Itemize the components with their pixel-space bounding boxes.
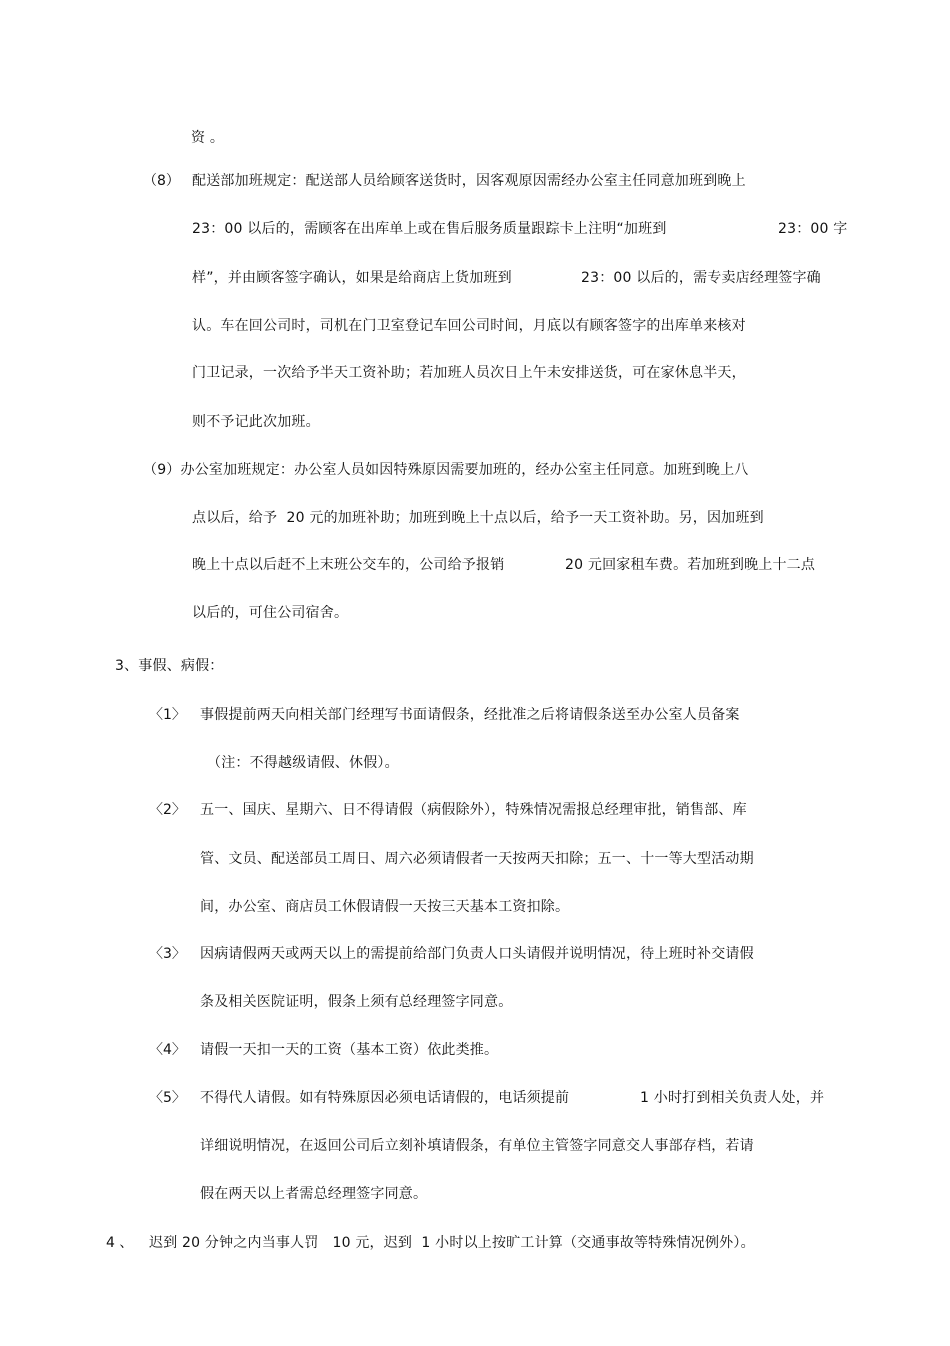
text-line: 因病请假两天或两天以上的需提前给部门负责人口头请假并说明情况，待上班时补交请假 xyxy=(200,946,754,962)
text-line: 以后的，可住公司宿舍。 xyxy=(192,605,349,621)
item-number: 〈3〉 xyxy=(149,946,186,962)
text-line: 门卫记录，一次给予半天工资补助；若加班人员次日上午未安排送货，可在家休息半天， xyxy=(192,365,746,381)
item-number: 〈1〉 xyxy=(149,707,186,723)
text-line: 配送部加班规定：配送部人员给顾客送货时，因客观原因需经办公室主任同意加班到晚上 xyxy=(192,173,746,189)
text-line: 详细说明情况，在返回公司后立刻补填请假条，有单位主管签字同意交人事部存档，若请 xyxy=(200,1138,754,1154)
section-heading: 3、事假、病假： xyxy=(115,658,224,674)
text-line: 23：00 字 xyxy=(778,221,848,237)
text-line: （注：不得越级请假、休假）。 xyxy=(207,755,399,771)
text-line: 管、文员、配送部员工周日、周六必须请假者一天按两天扣除；五一、十一等大型活动期 xyxy=(200,851,754,867)
item-number: 〈5〉 xyxy=(149,1090,186,1106)
text-line: 样”，并由顾客签字确认，如果是给商店上货加班到 xyxy=(192,270,512,286)
text-line: 事假提前两天向相关部门经理写书面请假条，经批准之后将请假条送至办公室人员备案 xyxy=(200,707,740,723)
text-line: 1 小时打到相关负责人处，并 xyxy=(640,1090,825,1106)
text-line: 20 元回家租车费。若加班到晚上十二点 xyxy=(565,557,816,573)
item-number: 4 、 xyxy=(106,1235,134,1251)
item-number: （8） xyxy=(143,173,180,189)
text-line: （9）办公室加班规定：办公室人员如因特殊原因需要加班的，经办公室主任同意。加班到晚上八 xyxy=(143,462,749,478)
text-line: 点以后，给予 20 元的加班补助；加班到晚上十点以后，给予一天工资补助。另，因加班到 xyxy=(192,510,764,526)
item-number: 〈2〉 xyxy=(149,802,186,818)
text-line: 资 。 xyxy=(191,130,225,146)
text-line: 认。车在回公司时，司机在门卫室登记车回公司时间，月底以有顾客签字的出库单来核对 xyxy=(192,318,746,334)
text-line: 请假一天扣一天的工资（基本工资）依此类推。 xyxy=(200,1042,499,1058)
text-line: 23：00 以后的，需专卖店经理签字确 xyxy=(581,270,821,286)
item-number: 〈4〉 xyxy=(149,1042,186,1058)
text-line: 间，办公室、商店员工休假请假一天按三天基本工资扣除。 xyxy=(200,899,570,915)
text-line: 则不予记此次加班。 xyxy=(192,414,320,430)
text-line: 五一、国庆、星期六、日不得请假（病假除外），特殊情况需报总经理审批，销售部、库 xyxy=(200,802,747,818)
text-line: 晚上十点以后赶不上末班公交车的，公司给予报销 xyxy=(192,557,505,573)
text-line: 条及相关医院证明，假条上须有总经理签字同意。 xyxy=(200,994,513,1010)
text-line: 假在两天以上者需总经理签字同意。 xyxy=(200,1186,428,1202)
text-line: 不得代人请假。如有特殊原因必须电话请假的，电话须提前 xyxy=(200,1090,570,1106)
text-line: 迟到 20 分钟之内当事人罚 10 元，迟到 1 小时以上按旷工计算（交通事故等特殊情况例外）。 xyxy=(149,1235,755,1251)
text-line: 23：00 以后的，需顾客在出库单上或在售后服务质量跟踪卡上注明“加班到 xyxy=(192,221,667,237)
